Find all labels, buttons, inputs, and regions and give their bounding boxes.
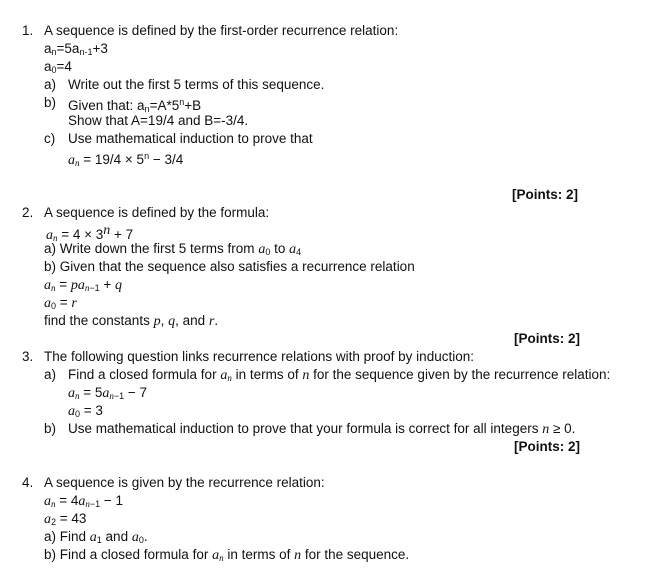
- q4-relation-1: $a_n = 4a_{n-1} - 1$: [44, 493, 124, 509]
- q4-relation-2: $a_2 = 43$: [44, 511, 87, 527]
- q2-number: 2.: [22, 205, 34, 220]
- q2-formula: $a_n = 4 \times 3^n + 7$: [46, 223, 134, 243]
- q1-points: [Points: 2]: [512, 187, 578, 202]
- q1-part-a-label: a): [44, 77, 57, 92]
- q1-relation-2: $a_0=4$: [44, 59, 72, 75]
- q4-part-a: a) Find $a_1$ and $a_0$.: [44, 529, 148, 545]
- q1-number: 1.: [22, 23, 34, 38]
- q2-intro: A sequence is defined by the formula:: [44, 205, 270, 220]
- q1-intro: A sequence is defined by the first-order recurrence relation:: [44, 23, 399, 38]
- q1-part-b-label: b): [44, 95, 57, 110]
- q4-intro: A sequence is given by the recurrence relation:: [44, 475, 325, 490]
- q1-part-b-show: Show that A=19/4 and B=-3/4.: [68, 113, 249, 128]
- q2-part-b: b) Given that the sequence also satisfies a recurrence relation: [44, 259, 415, 274]
- q1-part-c-label: c): [44, 131, 56, 146]
- q3-intro: The following question links recurrence relations with proof by induction:: [44, 349, 474, 364]
- q1-relation-1: $a_n=5a_{n-1}+3$: [44, 41, 108, 57]
- q3-points: [Points: 2]: [514, 439, 580, 454]
- q1-part-b-text: Given that: $a_n=A*5^n+B$: [68, 97, 202, 114]
- q4-number: 4.: [22, 475, 34, 490]
- q2-part-a: a) Write down the first 5 terms from $a_0$ to $a_4$: [44, 241, 302, 257]
- q4-part-b: b) Find a closed formula for $a_n$ in terms of n for the sequence.: [44, 547, 410, 563]
- q3-number: 3.: [22, 349, 34, 364]
- q1-part-a-text: Write out the first 5 terms of this sequence.: [68, 77, 325, 92]
- q3-relation-1: $a_n = 5a_{n-1} - 7$: [68, 385, 148, 401]
- q2-points: [Points: 2]: [514, 331, 580, 346]
- q3-part-b-label: b): [44, 421, 57, 436]
- q2-relation-2: $a_0 = r$: [44, 295, 77, 311]
- q2-find-constants: find the constants p, q, and r.: [44, 313, 219, 329]
- q2-relation-1: $a_n = pa_{n-1} + q$: [44, 277, 123, 293]
- q3-part-a-label: a): [44, 367, 57, 382]
- q1-part-c-text: Use mathematical induction to prove that: [68, 131, 313, 146]
- q3-part-a-text: Find a closed formula for $a_n$ in terms of n for the sequence given by the recurrence relation:: [68, 367, 611, 383]
- q3-relation-2: $a_0 = 3$: [68, 403, 103, 419]
- q1-part-c-formula: $a_n = 19/4 \times 5^n - 3/4$: [68, 151, 184, 168]
- q3-part-b-text: Use mathematical induction to prove that your formula is correct for all integers n ≥ 0.: [68, 421, 576, 437]
